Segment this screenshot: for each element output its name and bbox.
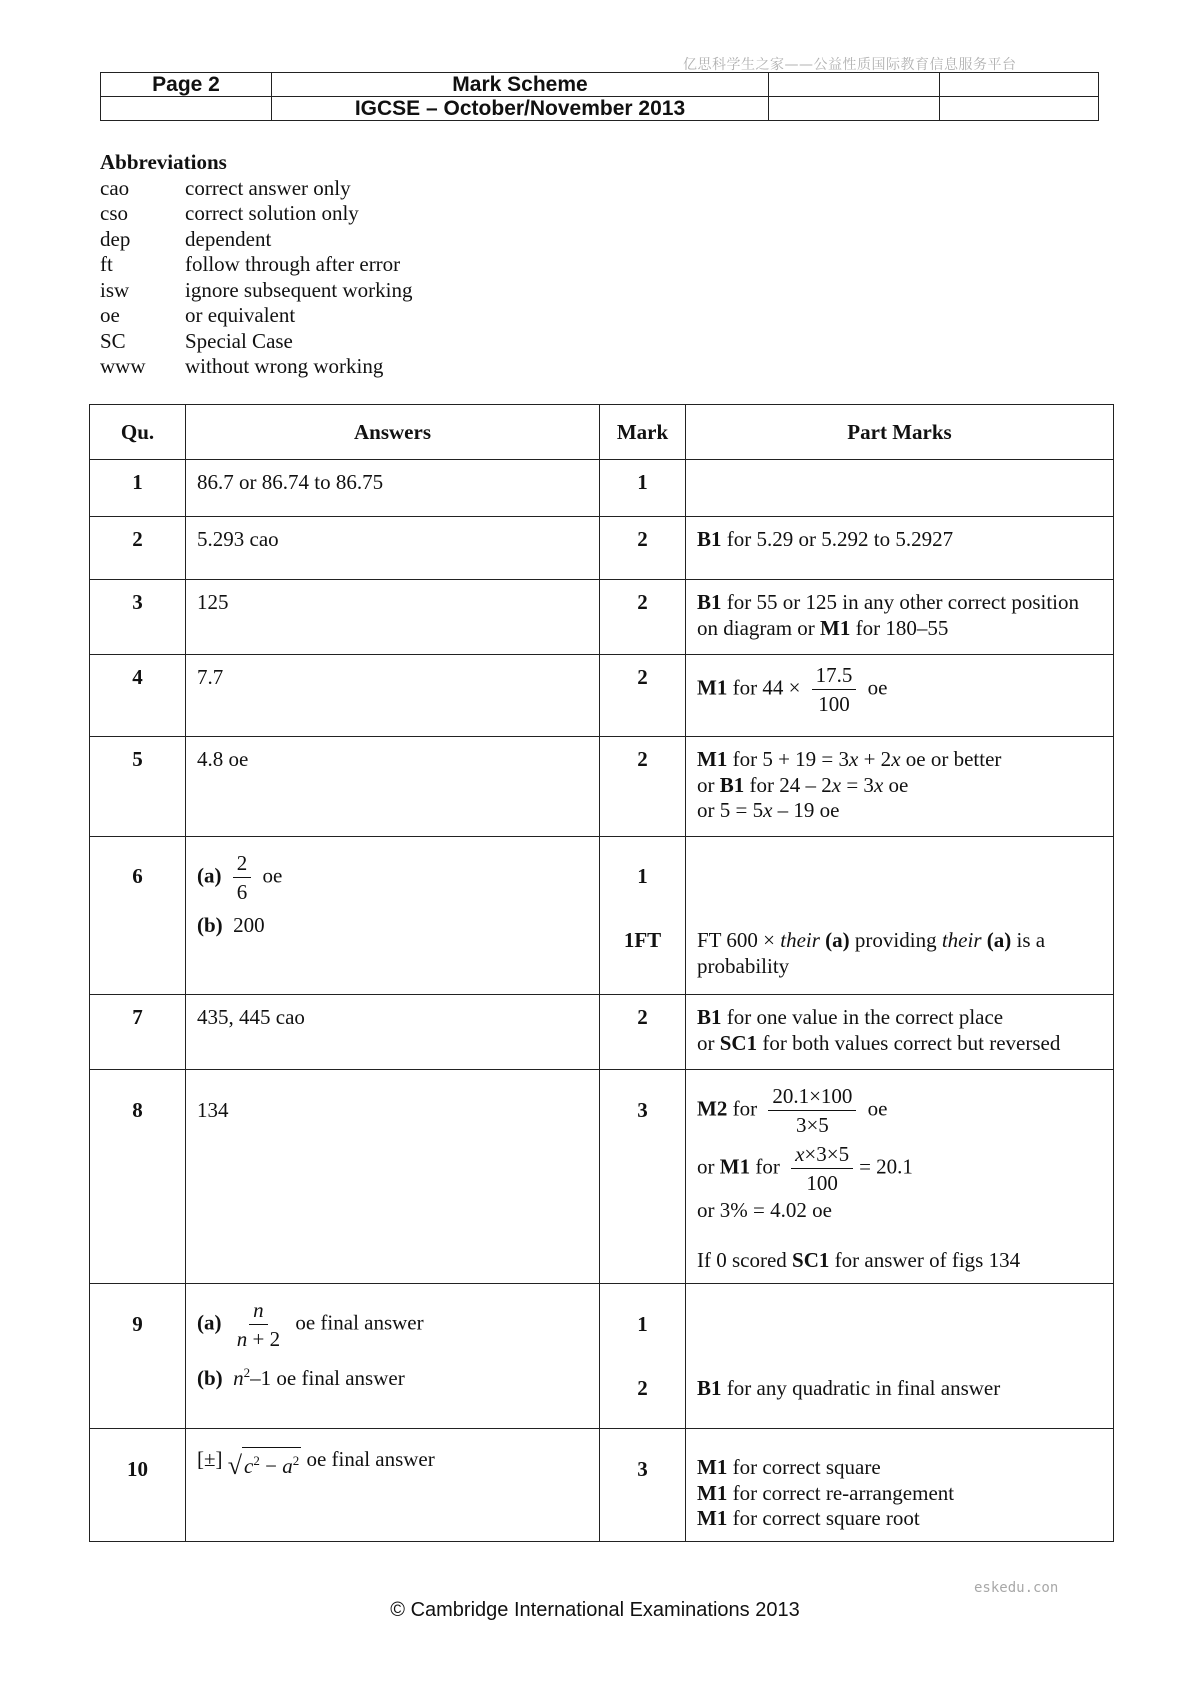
mark-cell: 2	[600, 580, 686, 655]
answer-cell: 86.7 or 86.74 to 86.75	[186, 460, 600, 517]
question-number: 8	[90, 1070, 186, 1284]
mark-cell: 2	[600, 655, 686, 737]
abbreviation-row	[100, 201, 412, 227]
header-blank	[769, 73, 940, 97]
part-marks-cell: M1 for 44 × $\frac{17.5}{100}$ oe	[686, 655, 1114, 737]
header-blank	[769, 97, 940, 121]
mark-cell: 1	[600, 460, 686, 517]
question-number: 9	[90, 1284, 186, 1429]
abbreviation-row	[100, 176, 412, 202]
watermark-top: 亿思科学生之家——公益性质国际教育信息服务平台	[683, 57, 1017, 73]
header-table	[100, 72, 1099, 121]
table-row	[90, 1284, 1114, 1429]
square-root: √ $c^2 - a^2$	[228, 1443, 301, 1479]
answer-cell: 7.7	[186, 655, 600, 737]
mark-cell: 3	[600, 1070, 686, 1284]
question-number: 3	[90, 580, 186, 655]
question-number: 10	[90, 1429, 186, 1542]
document-title: Mark Scheme	[272, 73, 769, 97]
part-marks-cell: B1 for one value in the correct place or SC1 for both values correct but reversed	[686, 995, 1114, 1070]
mark-cell: 3	[600, 1429, 686, 1542]
abbreviation-value: correct answer only	[185, 175, 351, 200]
abbreviation-row	[100, 329, 412, 355]
part-marks-cell: M2 for $\frac{20.1\times 100}{3\times 5}$ oe or M1 for $\frac{x\times 3\times 5}{100}$ = 20.1 or 3% = 4.02 oe If 0 scored SC1 for answer of figs 134	[686, 1070, 1114, 1284]
header-blank	[101, 97, 272, 121]
fraction: $\frac{x\times 3\times 5}{100}$	[791, 1140, 853, 1197]
answer-cell: 5.293 cao	[186, 517, 600, 580]
mark-cell: 1 1FT	[600, 837, 686, 995]
part-marks-cell: M1 for 5 + 19 = 3x + 2x oe or better or B1 for 24 – 2x = 3x oe or 5 = 5x – 19 oe	[686, 737, 1114, 837]
abbreviation-row	[100, 227, 412, 253]
mark-cell: 2	[600, 995, 686, 1070]
abbreviation-row	[100, 354, 412, 380]
part-marks-cell	[686, 460, 1114, 517]
table-row	[90, 517, 1114, 580]
col-header-qu: Qu.	[90, 405, 186, 460]
abbreviation-value: follow through after error	[185, 252, 401, 276]
col-header-answers: Answers	[186, 405, 600, 460]
abbreviations-heading: Abbreviations	[100, 150, 227, 174]
table-header-row	[90, 405, 1114, 460]
abbreviation-value: without wrong working	[185, 354, 384, 378]
mark-cell: 2	[600, 517, 686, 580]
abbreviation-row	[100, 252, 412, 278]
table-row	[90, 995, 1114, 1070]
part-marks-cell: M1 for correct square M1 for correct re-arrangement M1 for correct square root	[686, 1429, 1114, 1542]
abbreviation-key: oe	[100, 303, 120, 327]
answer-cell: 134	[186, 1070, 600, 1284]
question-number: 6	[90, 837, 186, 995]
abbreviation-value: correct solution only	[185, 201, 359, 225]
answer-cell: 4.8 oe	[186, 737, 600, 837]
fraction: $\frac{2}{6}$	[233, 849, 252, 906]
abbreviation-value: ignore subsequent working	[185, 277, 413, 302]
fraction: $\frac{20.1\times 100}{3\times 5}$	[768, 1082, 856, 1139]
question-number: 2	[90, 517, 186, 580]
mark-cell: 1 2	[600, 1284, 686, 1429]
mark-cell: 2	[600, 737, 686, 837]
abbreviation-key: dep	[100, 226, 131, 251]
table-row	[90, 737, 1114, 837]
table-row	[90, 1429, 1114, 1542]
fraction: $\frac{n}{n + 2}$	[236, 1298, 281, 1351]
abbreviation-key: www	[100, 354, 146, 378]
table-row	[90, 580, 1114, 655]
table-row	[90, 837, 1114, 995]
answer-cell: (a) $\frac{n}{n + 2}$ oe final answer (b) $n^2-1$ oe final answer	[186, 1284, 600, 1429]
table-row	[90, 1070, 1114, 1284]
abbreviation-row	[100, 278, 412, 304]
abbreviation-key: cao	[100, 175, 130, 200]
col-header-mark: Mark	[600, 405, 686, 460]
part-marks-cell: FT 600 × their (a) providing their (a) is a probability	[686, 837, 1114, 995]
answer-cell: (a) $\frac{2}{6}$ oe (b) 200	[186, 837, 600, 995]
abbreviations-section	[100, 150, 412, 380]
part-marks-cell: B1 for 5.29 or 5.292 to 5.2927	[686, 517, 1114, 580]
answer-cell: 435, 445 cao	[186, 995, 600, 1070]
abbreviation-row	[100, 303, 412, 329]
abbreviation-value: dependent	[185, 226, 272, 251]
answer-cell: [±] √ $c^2 - a^2$ oe final answer	[186, 1429, 600, 1542]
table-row	[90, 460, 1114, 517]
header-blank	[940, 73, 1099, 97]
mark-scheme-table	[89, 404, 1114, 1542]
part-marks-cell: B1 for 55 or 125 in any other correct position on diagram or M1 for 180–55	[686, 580, 1114, 655]
abbreviation-key: ft	[100, 252, 113, 276]
exam-session: IGCSE – October/November 2013	[272, 97, 769, 121]
question-number: 7	[90, 995, 186, 1070]
copyright-footer: © Cambridge International Examinations 2013	[390, 1599, 800, 1621]
watermark-bottom: eskedu.con	[974, 1580, 1059, 1596]
question-number: 1	[90, 460, 186, 517]
header-blank	[940, 97, 1099, 121]
question-number: 4	[90, 655, 186, 737]
answer-cell: 125	[186, 580, 600, 655]
abbreviation-key: isw	[100, 277, 130, 302]
part-marks-cell: B1 for any quadratic in final answer	[686, 1284, 1114, 1429]
fraction: $\frac{17.5}{100}$	[812, 661, 857, 718]
table-row	[90, 655, 1114, 737]
col-header-part-marks: Part Marks	[686, 405, 1114, 460]
abbreviation-value: or equivalent	[185, 303, 296, 327]
abbreviation-value: Special Case	[185, 328, 293, 353]
page-number: Page 2	[101, 73, 272, 97]
question-number: 5	[90, 737, 186, 837]
abbreviation-key: cso	[100, 201, 128, 225]
abbreviation-key: SC	[100, 328, 126, 353]
